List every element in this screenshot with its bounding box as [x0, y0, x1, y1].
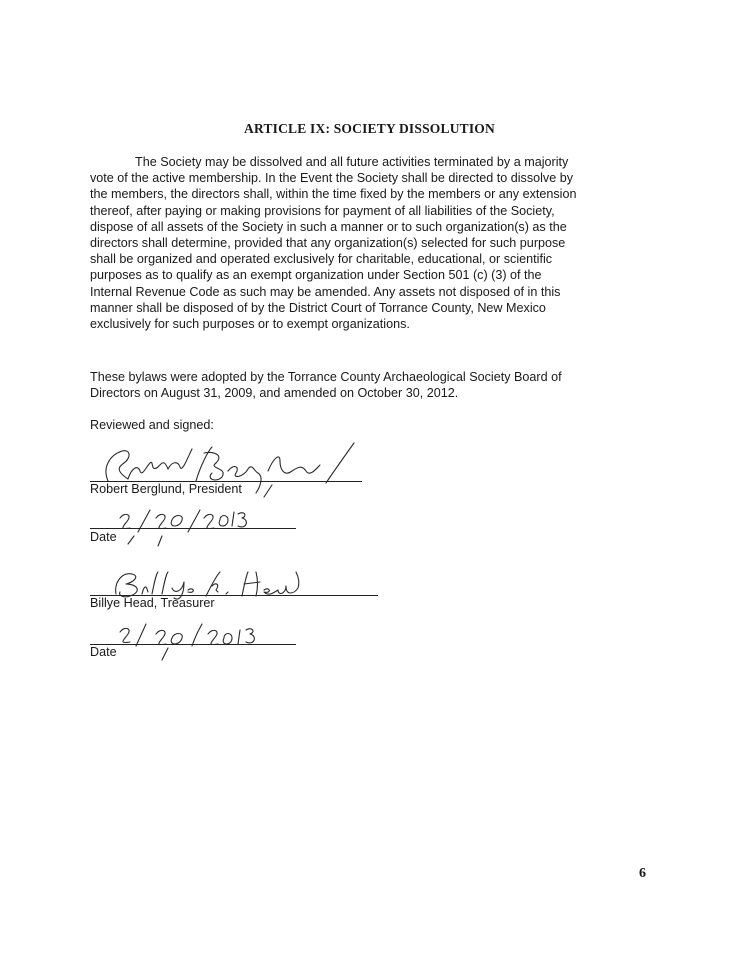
- president-date-caption: Date: [90, 530, 117, 544]
- treasurer-handwritten-date: [110, 620, 270, 660]
- page-number: 6: [639, 866, 646, 881]
- paragraph-line: Internal Revenue Code as such may be amended. Any assets not disposed of in this: [90, 284, 561, 299]
- paragraph-line: exclusively for such purposes or to exempt organizations.: [90, 317, 410, 332]
- paragraph-line: manner shall be disposed of by the District Court of Torrance County, New Mexico: [90, 300, 546, 315]
- paragraph-line: Directors on August 31, 2009, and amended on October 30, 2012.: [90, 386, 459, 401]
- article-heading: ARTICLE IX: SOCIETY DISSOLUTION: [244, 121, 495, 136]
- paragraph-line: thereof, after paying or making provisions for payment of all liabilities of the Society,: [90, 203, 555, 218]
- adoption-paragraph: [90, 369, 650, 401]
- dissolution-paragraph: [90, 154, 650, 332]
- paragraph-line: The Society may be dissolved and all future activities terminated by a majority: [135, 155, 569, 169]
- treasurer-caption: Billye Head, Treasurer: [90, 596, 215, 610]
- paragraph-line: dispose of all assets of the Society in such a manner or to such organization(s) as the: [90, 219, 567, 234]
- paragraph-line: purposes as to qualify as an exempt organization under Section 501 (c) (3) of the: [90, 268, 542, 283]
- president-caption: Robert Berglund, President: [90, 482, 242, 496]
- paragraph-line: the members, the directors shall, within the time fixed by the members or any extension: [90, 187, 577, 202]
- paragraph-line: vote of the active membership. In the Event the Society shall be directed to dissolve by: [90, 171, 574, 186]
- treasurer-date-line: [90, 644, 296, 645]
- treasurer-date-caption: Date: [90, 645, 117, 659]
- president-date-line: [90, 528, 296, 529]
- paragraph-line: directors shall determine, provided that any organization(s) selected for such purpose: [90, 236, 566, 251]
- reviewed-label: Reviewed and signed:: [90, 418, 214, 432]
- paragraph-line: shall be organized and operated exclusively for charitable, educational, or scientific: [90, 252, 553, 267]
- paragraph-line: These bylaws were adopted by the Torrance County Archaeological Society Board of: [90, 370, 562, 384]
